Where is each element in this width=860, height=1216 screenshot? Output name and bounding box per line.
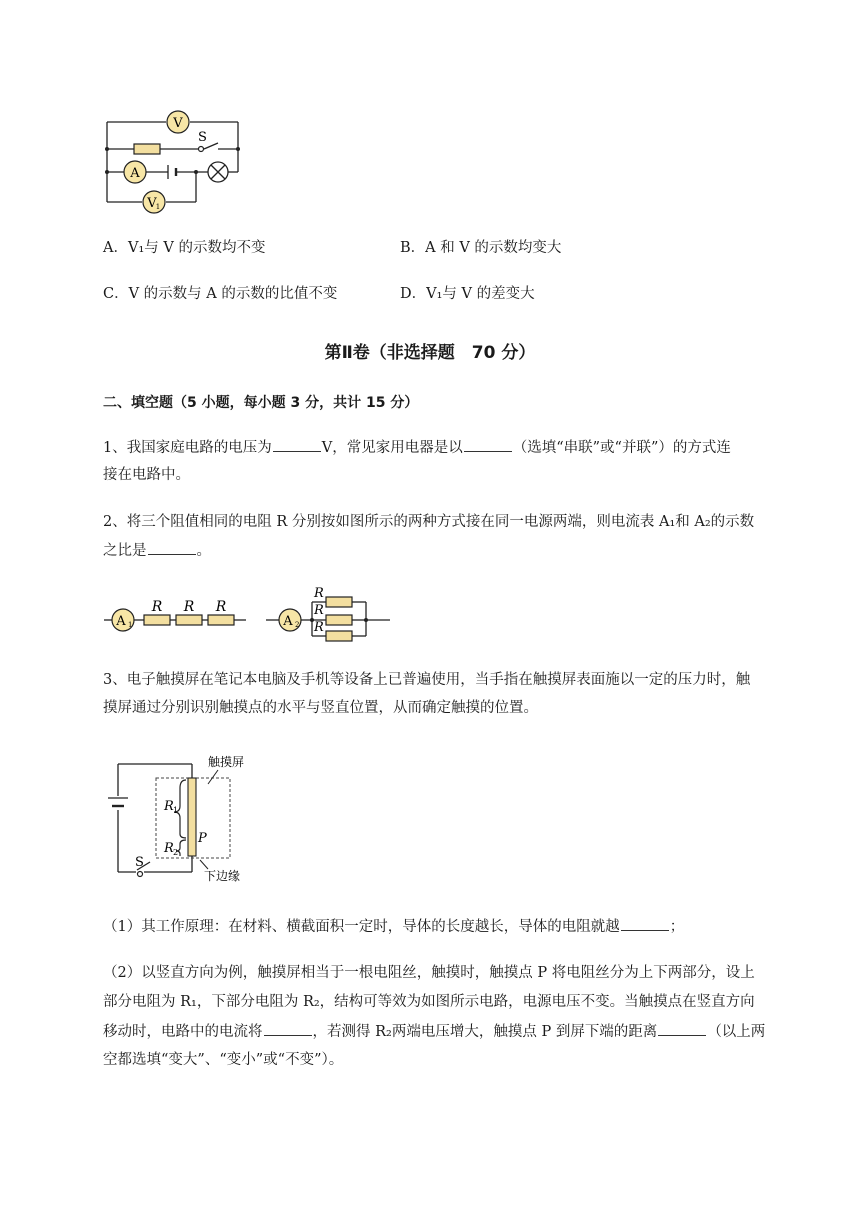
answer-blank[interactable] — [264, 1021, 312, 1036]
resistor-label: R — [183, 599, 195, 615]
resistor — [326, 597, 352, 607]
q2-text-b: 之比是 — [103, 543, 147, 559]
choice-d: D．V₁与 V 的差变大 — [400, 286, 535, 302]
switch-label: S — [198, 130, 207, 145]
r1-sub: 1 — [173, 806, 179, 815]
answer-blank[interactable] — [621, 916, 669, 931]
ammeter-a1-label: A — [116, 614, 126, 629]
lower-edge-label: 下边缘 — [204, 869, 241, 883]
touchscreen-label: 触摸屏 — [208, 755, 245, 769]
resistor — [176, 615, 202, 625]
answer-blank[interactable] — [658, 1021, 706, 1036]
circuit-figure-2 — [100, 584, 400, 644]
resistor — [144, 615, 170, 625]
q1-text-c: （选填“串联”或“并联”）的方式连 — [512, 440, 731, 456]
section-title: 二、填空题（5 小题，每小题 3 分，共计 15 分） — [103, 395, 419, 411]
voltmeter-v1-sub: 1 — [155, 203, 161, 211]
resistor — [326, 615, 352, 625]
part-title: 第Ⅱ卷（非选择题 70 分） — [324, 343, 536, 363]
voltmeter-v1-label: V — [147, 196, 157, 211]
resistor-label: R — [151, 599, 163, 615]
resistor-label: R — [215, 599, 227, 615]
q3-part1 — [103, 916, 684, 937]
q1-text-a: 1、我国家庭电路的电压为 — [103, 440, 272, 456]
answer-blank[interactable] — [148, 540, 196, 555]
touch-point-label: P — [198, 831, 207, 846]
q3-part2-line1: （2）以竖直方向为例，触摸屏相当于一根电阻丝，触摸时，触摸点 P 将电阻丝分为上下两部分，设上 — [103, 965, 755, 981]
q2-text-c: 。 — [196, 543, 211, 559]
q3-part2-line3 — [103, 1021, 765, 1042]
resistor — [326, 631, 352, 641]
ammeter-a1-sub: 1 — [128, 621, 133, 629]
q3-p1-text: （1）其工作原理：在材料、横截面积一定时，导体的长度越长，导体的电阻就越 — [103, 919, 620, 935]
r1-label: R — [164, 799, 174, 814]
circuit-figure-1 — [100, 105, 245, 215]
choice-c: C．V 的示数与 A 的示数的比值不变 — [103, 286, 338, 302]
q3-p1-end: ； — [669, 919, 685, 935]
switch-terminal — [138, 872, 143, 877]
q3-p2c2: ，若测得 R₂两端电压增大，触摸点 P 到屏下端的距离 — [312, 1024, 658, 1040]
q2-line1: 2、将三个阻值相同的电阻 R 分别按如图所示的两种方式接在同一电源两端，则电流表 A₁和 A₂的示数 — [103, 514, 755, 530]
ammeter-a2-label: A — [283, 614, 293, 629]
choice-a: A．V₁与 V 的示数均不变 — [103, 240, 266, 256]
q1-line2: 接在电路中。 — [103, 467, 190, 483]
resistor-label: R — [314, 620, 324, 635]
resistor — [208, 615, 234, 625]
ammeter-a2-sub: 2 — [295, 621, 300, 629]
r2-sub: 2 — [173, 848, 179, 857]
resistor-label: R — [314, 586, 324, 601]
q1-line1 — [103, 437, 731, 458]
ammeter-a-label: A — [130, 166, 140, 181]
q3-line1: 3、电子触摸屏在笔记本电脑及手机等设备上已普遍使用，当手指在触摸屏表面施以一定的压力时，触 — [103, 672, 751, 688]
r2-label: R — [164, 841, 174, 856]
q2-line2 — [103, 540, 211, 561]
switch-label: S — [135, 855, 144, 870]
choice-b: B．A 和 V 的示数均变大 — [400, 240, 562, 256]
answer-blank[interactable] — [273, 437, 321, 452]
voltmeter-v-label: V — [173, 116, 183, 131]
q3-part2-line2: 部分电阻为 R₁，下部分电阻为 R₂，结构可等效为如图所示电路，电源电压不变。当触摸点在竖直方向 — [103, 994, 755, 1010]
resistance-wire — [188, 778, 196, 856]
touchscreen-circuit-figure — [100, 748, 270, 888]
q3-part2-line4: 空都选填“变大”、“变小”或“不变”）。 — [103, 1052, 344, 1068]
answer-blank[interactable] — [464, 437, 512, 452]
q3-p2c3: （以上两 — [707, 1024, 766, 1040]
q3-line2: 摸屏通过分别识别触摸点的水平与竖直位置，从而确定触摸的位置。 — [103, 700, 538, 716]
q1-text-b: V，常见家用电器是以 — [321, 440, 463, 456]
resistor — [134, 144, 160, 154]
q3-p2c1: 移动时，电路中的电流将 — [103, 1024, 263, 1040]
resistor-label: R — [314, 603, 324, 618]
